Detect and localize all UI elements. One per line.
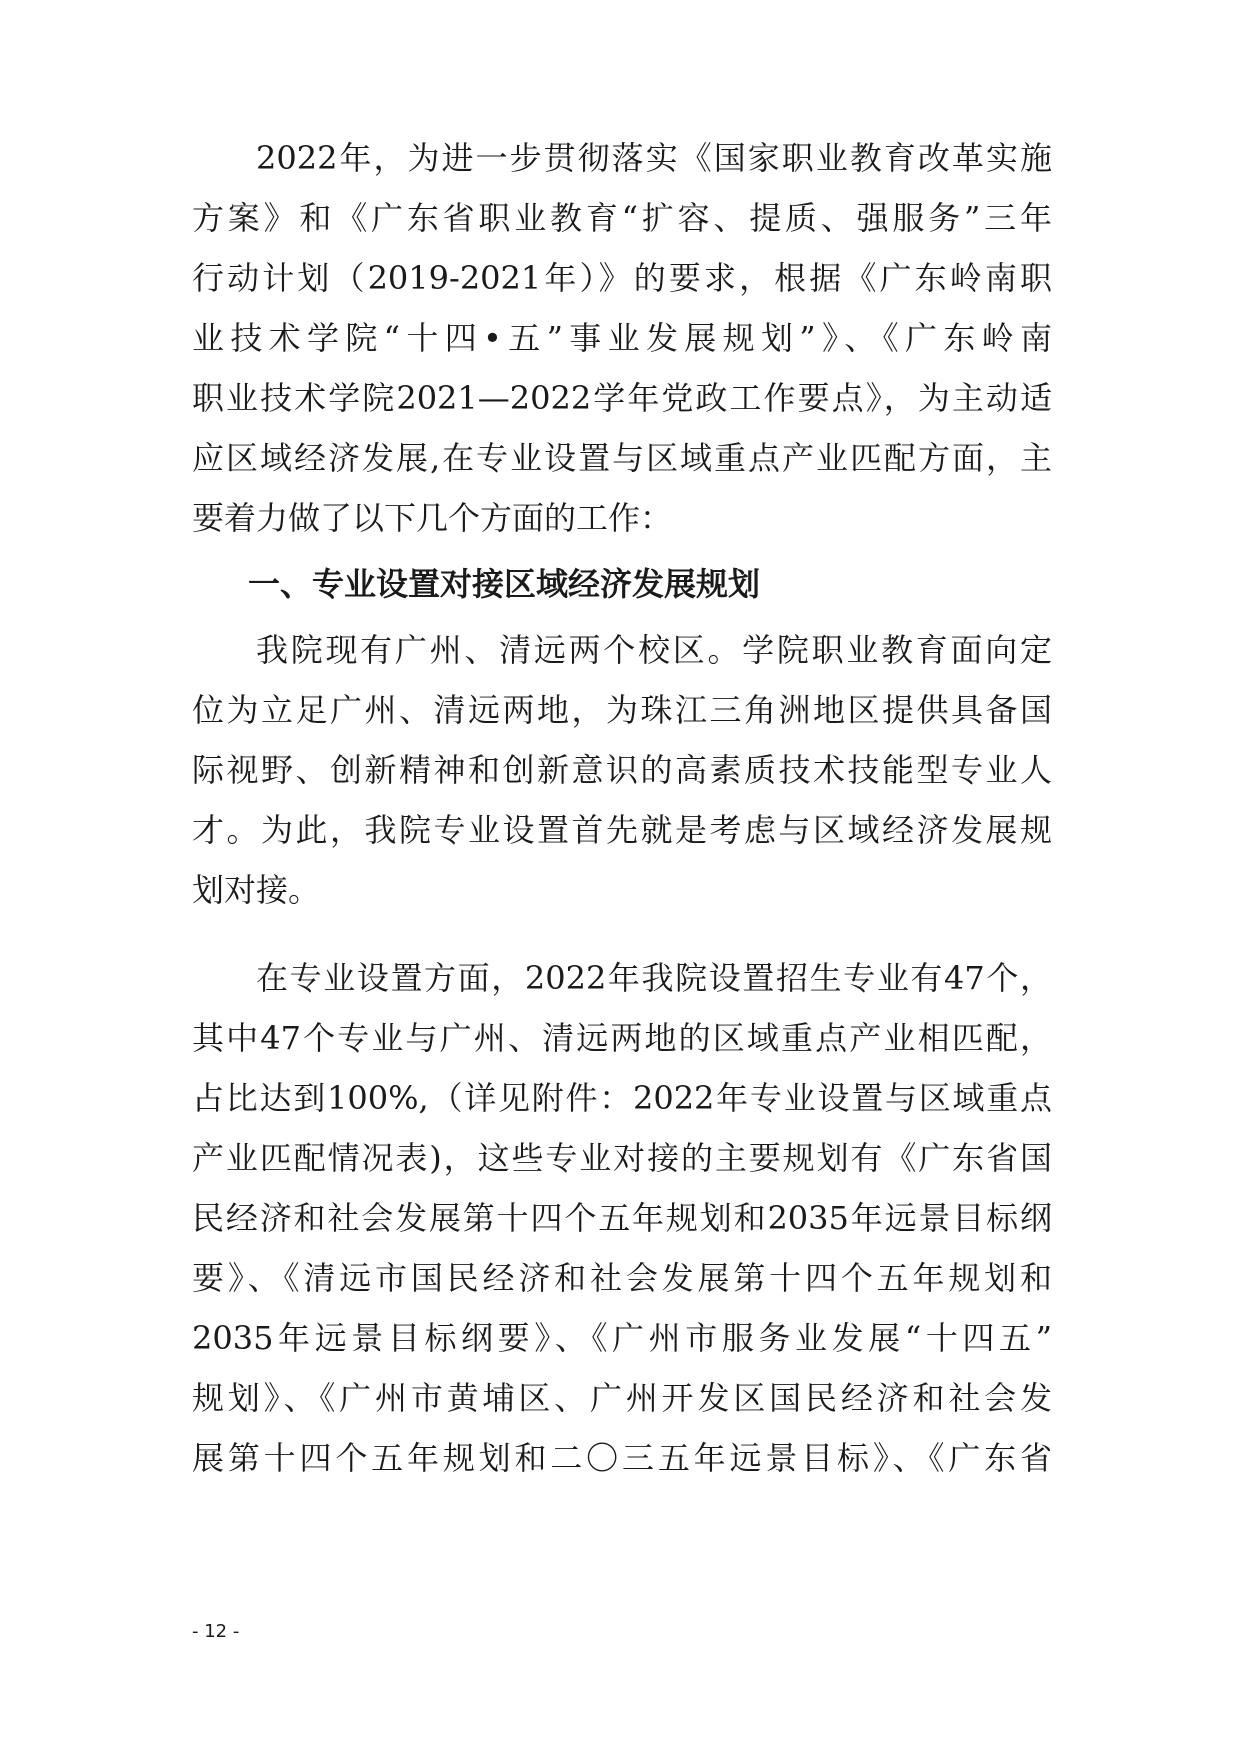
paragraph-3-line: 其中47个专业与广州、清远两地的区域重点产业相匹配， bbox=[192, 1019, 1052, 1057]
paragraph-2-line: 才。为此，我院专业设置首先就是考虑与区域经济发展规 bbox=[192, 811, 1052, 849]
paragraph-1-line: 行动计划（2019-2021年）》的要求，根据《广东岭南职 bbox=[192, 259, 1052, 297]
paragraph-2-line: 我院现有广州、清远两个校区。学院职业教育面向定 bbox=[256, 631, 1052, 669]
paragraph-1-line: 应区域经济发展,在专业设置与区域重点产业匹配方面，主 bbox=[192, 439, 1052, 477]
paragraph-1-line: 要着力做了以下几个方面的工作： bbox=[192, 499, 673, 537]
page-number: - 12 - bbox=[192, 1621, 240, 1642]
paragraph-1-line: 业技术学院“十四•五”事业发展规划”》、《广东岭南 bbox=[192, 319, 1052, 357]
section-heading: 一、专业设置对接区域经济发展规划 bbox=[248, 565, 761, 603]
paragraph-3-line: 要》、《清远市国民经济和社会发展第十四个五年规划和 bbox=[192, 1259, 1052, 1297]
paragraph-2-line: 划对接。 bbox=[192, 871, 321, 909]
paragraph-3-line: 在专业设置方面，2022年我院设置招生专业有47个， bbox=[256, 959, 1052, 997]
paragraph-3-line: 规划》、《广州市黄埔区、广州开发区国民经济和社会发 bbox=[192, 1379, 1052, 1417]
paragraph-1-line: 职业技术学院2021—2022学年党政工作要点》，为主动适 bbox=[192, 379, 1052, 417]
paragraph-3-line: 产业匹配情况表)，这些专业对接的主要规划有《广东省国 bbox=[192, 1139, 1052, 1177]
paragraph-3-line: 占比达到100%,（详见附件：2022年专业设置与区域重点 bbox=[192, 1079, 1052, 1117]
paragraph-1-line: 2022年，为进一步贯彻落实《国家职业教育改革实施 bbox=[256, 139, 1052, 177]
paragraph-3-line: 民经济和社会发展第十四个五年规划和2035年远景目标纲 bbox=[192, 1199, 1052, 1237]
paragraph-3-line: 展第十四个五年规划和二〇三五年远景目标》、《广东省 bbox=[192, 1439, 1052, 1477]
paragraph-3-line: 2035年远景目标纲要》、《广州市服务业发展“十四五” bbox=[192, 1319, 1052, 1357]
paragraph-2-line: 位为立足广州、清远两地，为珠江三角洲地区提供具备国 bbox=[192, 691, 1052, 729]
paragraph-1-line: 方案》和《广东省职业教育“扩容、提质、强服务”三年 bbox=[192, 199, 1052, 237]
paragraph-2-line: 际视野、创新精神和创新意识的高素质技术技能型专业人 bbox=[192, 751, 1052, 789]
